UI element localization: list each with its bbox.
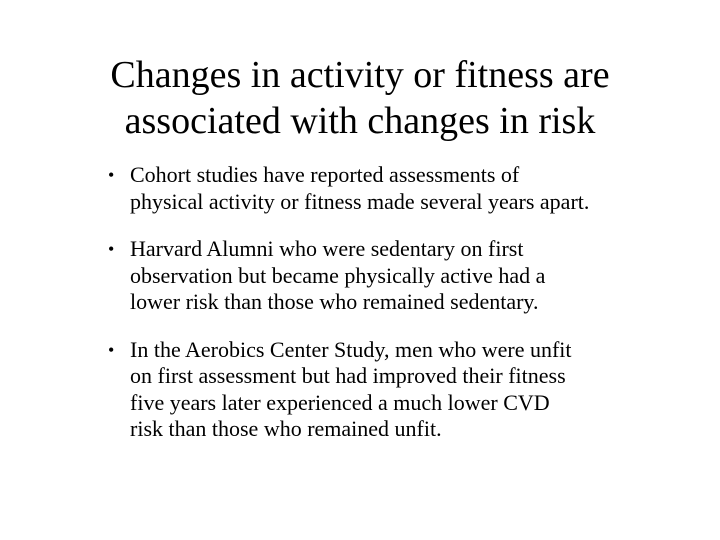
bullet-3-line-1: In the Aerobics Center Study, men who were unfit [130,336,572,362]
bullet-item-aerobics-center [108,337,668,443]
title-line-2: associated with changes in risk [124,100,596,142]
bullet-2-line-3: lower risk than those who remained sedentary. [130,289,539,314]
bullet-dot-icon: • [108,239,115,259]
bullet-dot-icon: • [108,165,115,185]
bullet-list [108,162,668,464]
bullet-dot-icon: • [108,339,115,360]
bullet-2-line-1: Harvard Alumni who were sedentary on first [130,236,524,261]
bullet-1-line-2: physical activity or fitness made several years apart. [130,188,590,214]
slide-title [60,52,660,144]
bullet-item-harvard-alumni [108,236,668,316]
bullet-3-line-3: five years later experienced a much lower CVD [130,389,550,415]
bullet-1-line-1: Cohort studies have reported assessments of [130,162,520,187]
bullet-3-line-4: risk than those who remained unfit. [130,416,442,441]
bullet-2-line-2: observation but became physically active had a [130,262,546,288]
bullet-item-cohort-studies [108,162,668,215]
title-line-1: Changes in activity or fitness are [110,54,610,96]
bullet-3-line-2: on first assessment but had improved their fitness [130,363,566,388]
